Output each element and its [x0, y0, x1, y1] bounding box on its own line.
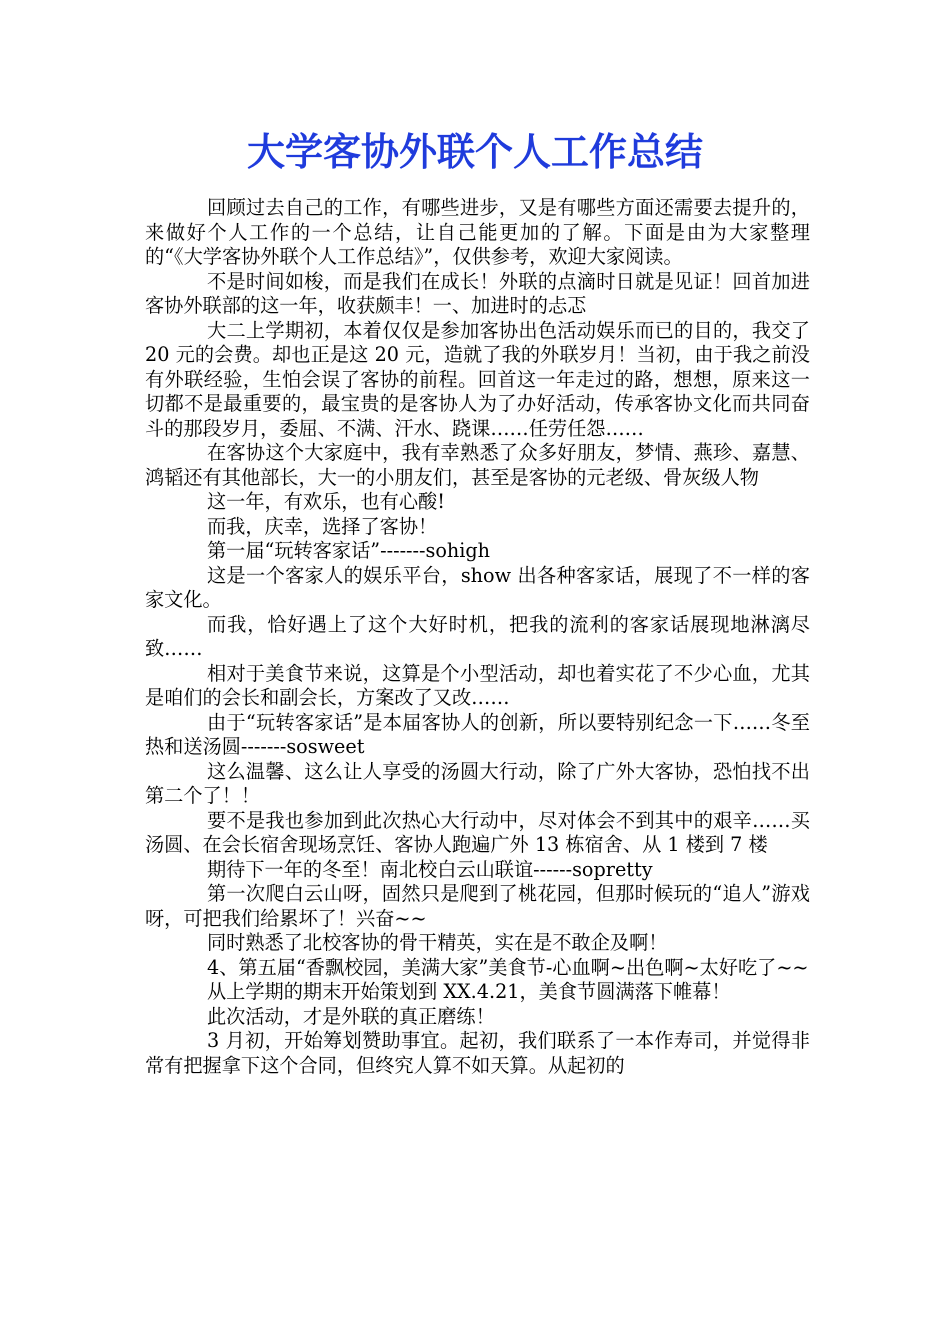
paragraph: 而我，庆幸，选择了客协！ [207, 514, 438, 538]
paragraph: 第一次爬白云山呀，固然只是爬到了桃花园，但那时候玩的“追人”游戏呀，可把我们给累坏了！兴奋~~ [145, 882, 810, 930]
paragraph: 回顾过去自己的工作，有哪些进步，又是有哪些方面还需要去提升的，来做好个人工作的一个总结，让自己能更加的了解。下面是由为大家整理的“《大学客协外联个人工作总结》”，仅供参考，欢迎大家阅读。 [145, 196, 810, 268]
paragraph: 从上学期的期末开始策划到 XX.4.21，美食节圆满落下帷幕！ [207, 980, 731, 1003]
paragraph: 这么温馨、这么让人享受的汤圆大行动，除了广外大客协，恐怕找不出第二个了！！ [145, 759, 810, 807]
paragraph: 由于“玩转客家话”是本届客协人的创新，所以要特别纪念一下……冬至热和送汤圆-------sosweet [145, 710, 810, 758]
paragraph: 期待下一年的冬至！南北校白云山联谊------sopretty [207, 857, 653, 881]
paragraph: 而我，恰好遇上了这个大好时机，把我的流利的客家话展现地淋漓尽致…… [145, 612, 810, 660]
paragraph: 在客协这个大家庭中，我有幸熟悉了众多好朋友，梦情、燕珍、嘉慧、鸿韬还有其他部长，大一的小朋友们，甚至是客协的元老级、骨灰级人物 [145, 441, 810, 489]
paragraph: 同时熟悉了北校客协的骨干精英，实在是不敢企及啊！ [207, 931, 668, 954]
paragraph: 此次活动，才是外联的真正磨练！ [207, 1004, 495, 1028]
paragraph: 这一年，有欢乐，也有心酸! [207, 490, 445, 513]
paragraph: 相对于美食节来说，这算是个小型活动，却也着实花了不少心血，尤其是咱们的会长和副会长，方案改了又改…… [145, 661, 810, 709]
paragraph: 4、第五届“香飘校园，美满大家”美食节-心血啊~出色啊~太好吃了~~ [207, 955, 809, 979]
document-body [145, 196, 810, 1078]
document-title: 大学客协外联个人工作总结 [246, 129, 703, 174]
paragraph: 要不是我也参加到此次热心大行动中，尽对体会不到其中的艰辛……买汤圆、在会长宿舍现场烹饪、客协人跑遍广外 13 栋宿舍、从 1 楼到 7 楼 [145, 808, 810, 856]
paragraph: 第一届“玩转客家话”-------sohigh [207, 539, 491, 562]
paragraph: 3 月初，开始筹划赞助事宜。起初，我们联系了一本作寿司，并觉得非常有把握拿下这个合同，但终究人算不如天算。从起初的 [145, 1029, 810, 1077]
paragraph: 不是时间如梭，而是我们在成长！外联的点滴时日就是见证！回首加进客协外联部的这一年，收获颇丰！一、加进时的忐忑 [145, 269, 810, 317]
paragraph: 大二上学期初，本着仅仅是参加客协出色活动娱乐而已的目的，我交了 20 元的会费。却也正是这 20 元，造就了我的外联岁月！当初，由于我之前没有外联经验，生怕会误了客协的前程。回首这一年走过的路，想想，原来这一切都不是最重要的，最宝贵的是客协人为了办好活动，传承客协文化而共同奋斗的那段岁月，委屈、不满、汗水、跷课……任劳任怨…… [145, 318, 810, 440]
paragraph: 这是一个客家人的娱乐平台，show 出各种客家话，展现了不一样的客家文化。 [145, 563, 810, 611]
